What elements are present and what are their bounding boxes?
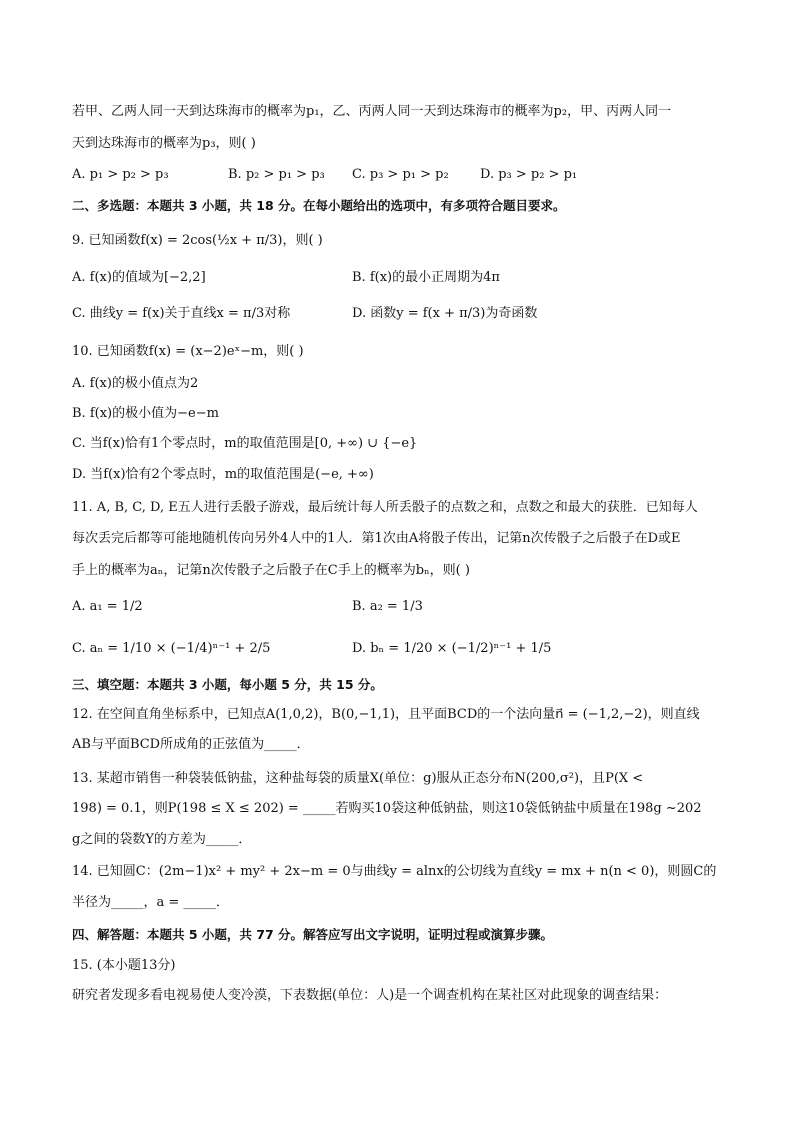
q10-option-d: D. 当f(x)恰有2个零点时，m的取值范围是(−e, +∞) xyxy=(72,467,374,482)
q10-stem: 10. 已知函数f(x) = (x−2)eˣ−m，则( ) xyxy=(72,344,304,359)
q14-text-line-2: 半径为_____，a = _____． xyxy=(72,895,229,910)
q13-text-line-2: 198) = 0.1，则P(198 ≤ X ≤ 202) = _____若购买10袋这种低钠盐，则这10袋低钠盐中质量在198g ~202 xyxy=(72,801,702,816)
q8-text-line-1: 若甲、乙两人同一天到达珠海市的概率为p₁，乙、丙两人同一天到达珠海市的概率为p₂，甲、丙两人同一 xyxy=(72,104,672,119)
q9-option-c: C. 曲线y = f(x)关于直线x = π/3对称 xyxy=(72,306,291,321)
q11-text-line-1: 11. A, B, C, D, E五人进行丢骰子游戏，最后统计每人所丢骰子的点数之和，点数之和最大的获胜．已知每人 xyxy=(72,500,698,515)
q8-option-c: C. p₃ > p₁ > p₂ xyxy=(352,167,449,182)
q15-text-line-1: 研究者发现多看电视易使人变冷漠，下表数据(单位：人)是一个调查机构在某社区对此现象的调查结果： xyxy=(72,988,668,1003)
q9-option-d: D. 函数y = f(x + π/3)为奇函数 xyxy=(352,306,538,321)
section-heading-multiple-choice: 二、多选题：本题共 3 小题，共 18 分。在每小题给出的选项中，有多项符合题目要求。 xyxy=(72,198,566,213)
q13-text-line-3: g之间的袋数Y的方差为_____． xyxy=(72,832,252,847)
q8-option-d: D. p₃ > p₂ > p₁ xyxy=(480,167,578,182)
q10-option-a: A. f(x)的极小值点为2 xyxy=(72,376,199,391)
q9-stem: 9. 已知函数f(x) = 2cos(½x + π/3)，则( ) xyxy=(72,233,323,248)
q9-option-b: B. f(x)的最小正周期为4π xyxy=(352,270,500,285)
q11-option-c: C. aₙ = 1/10 × (−1/4)ⁿ⁻¹ + 2/5 xyxy=(72,641,271,656)
q11-text-line-3: 手上的概率为aₙ，记第n次传骰子之后骰子在C手上的概率为bₙ，则( ) xyxy=(72,563,470,578)
q8-text-line-2: 天到达珠海市的概率为p₃，则( ) xyxy=(72,136,256,151)
q12-text-line-2: AB与平面BCD所成角的正弦值为_____． xyxy=(72,737,310,752)
q11-option-a: A. a₁ = 1/2 xyxy=(72,599,143,614)
q11-option-d: D. bₙ = 1/20 × (−1/2)ⁿ⁻¹ + 1/5 xyxy=(352,641,552,656)
q15-title: 15. (本小题13分) xyxy=(72,958,176,973)
q11-text-line-2: 每次丢完后都等可能地随机传向另外4人中的1人．第1次由A将骰子传出，记第n次传骰子之后骰子在D或E xyxy=(72,531,681,546)
q13-text-line-1: 13. 某超市销售一种袋装低钠盐，这种盐每袋的质量X(单位：g)服从正态分布N(200,σ²)，且P(X < xyxy=(72,771,644,786)
section-heading-solutions: 四、解答题：本题共 5 小题，共 77 分。解答应写出文字说明，证明过程或演算步骤。 xyxy=(72,927,554,942)
q11-option-b: B. a₂ = 1/3 xyxy=(352,599,423,614)
q8-option-b: B. p₂ > p₁ > p₃ xyxy=(228,167,325,182)
section-heading-fill-in: 三、填空题：本题共 3 小题，每小题 5 分，共 15 分。 xyxy=(72,677,383,692)
q8-option-a: A. p₁ > p₂ > p₃ xyxy=(72,167,169,182)
q14-text-line-1: 14. 已知圆C：(2m−1)x² + my² + 2x−m = 0与曲线y = alnx的公切线为直线y = mx + n(n < 0)，则圆C的 xyxy=(72,864,717,879)
q12-text-line-1: 12. 在空间直角坐标系中，已知点A(1,0,2)，B(0,−1,1)，且平面BCD的一个法向量n⃗ = (−1,2,−2)，则直线 xyxy=(72,707,700,722)
q10-option-b: B. f(x)的极小值为−e−m xyxy=(72,406,219,421)
q9-option-a: A. f(x)的值域为[−2,2] xyxy=(72,270,206,285)
q10-option-c: C. 当f(x)恰有1个零点时，m的取值范围是[0, +∞) ∪ {−e} xyxy=(72,436,418,451)
